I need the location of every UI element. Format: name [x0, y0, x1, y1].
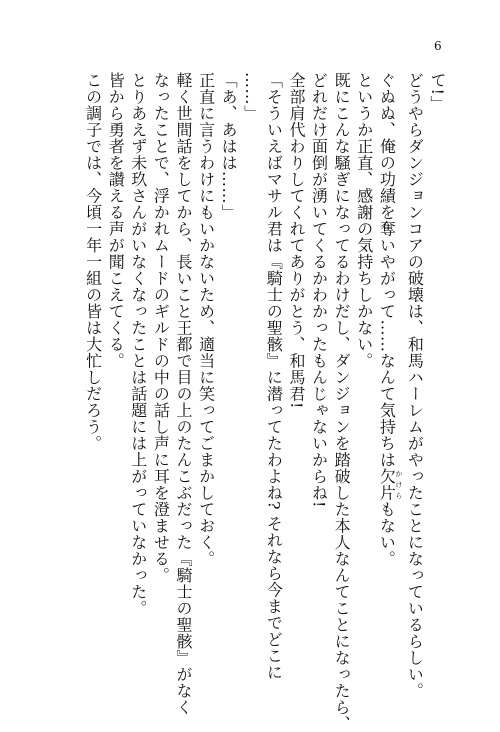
text-line-5: 既にこんな騒ぎになってるわけだし、ダンジョンを踏破した本人なんてことになったら、 [332, 72, 352, 732]
text-line-13: なったことで、浮かれムードのギルドの中の話し声に耳を澄ませる。 [151, 72, 171, 584]
text-line-11: 正直に言うわけにもいかないため、適当に笑ってごまかしておく。 [196, 72, 216, 567]
text-line-16: この調子では、今頃一年一組の皆は大忙しだろう。 [83, 72, 103, 452]
text-line-4: というか正直、感謝の気持ちしかない。 [354, 72, 374, 369]
text-line-3-before: ぐぬぬ、俺の功績を奪いやがって……なんて気持ちは [377, 72, 397, 468]
text-line-7: 全部肩代わりしてくれてありがとう、和馬君! [286, 72, 306, 409]
text-line-15: 皆から勇者を讃える声が聞こえてくる。 [106, 72, 126, 369]
text-line-3 [375, 72, 403, 672]
text-line-6: どれだけ面倒が湧いてくるかわかったもんじゃないからね! [309, 72, 329, 508]
text-line-1: て!」 [428, 72, 447, 112]
text-line-8: 「そういえばマサル君は『騎士の聖骸』に潜ってたわよね? それなら今までどこに [264, 72, 284, 681]
text-line-2: どうやらダンジョンコアの破壊は、和馬ハーレムがやったことになっているらしい。 [405, 72, 425, 699]
text-line-10: 「あ、あはは……」 [219, 72, 239, 221]
ruby-kakera [377, 468, 403, 501]
ruby-base: 欠片 [377, 468, 397, 501]
text-line-14: とりあえず未玖さんがいなくなったことは話題には上がっていなかった。 [128, 72, 148, 617]
vertical-text-body [81, 72, 448, 732]
text-line-9: ……」 [241, 72, 261, 122]
page-number: 6 [434, 39, 442, 53]
ruby-reading: かけら [394, 468, 403, 501]
text-line-12: 軽く世間話をしてから、長いこと王都で目の上のたんこぶだった『騎士の聖骸』がなく [173, 72, 193, 716]
text-line-3-after: もない。 [377, 501, 397, 567]
